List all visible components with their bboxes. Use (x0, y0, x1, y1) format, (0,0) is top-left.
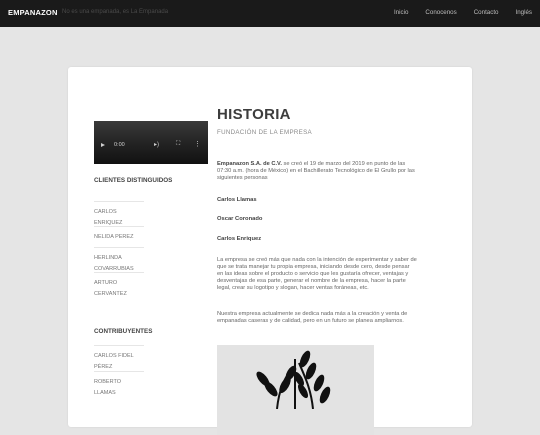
page-subtitle: FUNDACIÓN DE LA EMPRESA (217, 129, 312, 136)
fullscreen-icon[interactable]: ⛶ (176, 141, 181, 147)
list-item: ROBERTO LLAMAS (94, 371, 144, 397)
wheat-icon (255, 349, 335, 409)
video-player[interactable] (94, 121, 208, 164)
top-navbar (0, 0, 540, 27)
contributors-heading: CONTRIBUYENTES (94, 328, 153, 335)
list-item: ARTURO CERVANTEZ (94, 272, 144, 297)
wheat-image (217, 345, 374, 435)
video-time: 0:00 (114, 142, 125, 148)
current-paragraph: Nuestra empresa actualmente se dedica nada más a la creación y venta de empanadas caseras y de calidad, pero en un futuro se planea ampliarnos. (217, 311, 408, 324)
clients-list (94, 201, 144, 297)
intro-text: se creó el 19 de marzo del 2019 en punto de las 07:30 a.m. (hora de México) en el Bachillerato Tecnológico de El Grullo por las siguientes personas (217, 161, 415, 181)
list-item: NELIDA PEREZ (94, 226, 144, 247)
brand-tagline: No es una empanada, es La Empanada (62, 9, 169, 15)
nav-link-ingles[interactable]: Inglés (515, 9, 532, 16)
list-item: CARLOS FIDEL PÉREZ (94, 345, 144, 371)
nav-link-contacto[interactable]: Contacto (473, 9, 499, 16)
content-card (68, 67, 472, 427)
nav-link-conocenos[interactable]: Conocenos (425, 9, 457, 16)
nav-links (377, 9, 532, 16)
more-options-icon[interactable]: ⋮ (194, 141, 201, 148)
contributors-list (94, 345, 144, 397)
nav-link-inicio[interactable]: Inicio (393, 9, 409, 16)
founder-name: Carlos Enriquez (217, 236, 262, 242)
purpose-paragraph: La empresa se creó más que nada con la intención de experimentar y saber de que se trata manejar tu propia empresa, iniciando desde cero, desde pensar en las ideas sobre el producto o servicio que les gustaría ofrecer, ventajas y desventajas de esa parte, generar el nombre de la empresa, hacer la parte legal, crear su logotipo y slogan, hacer ventas foráneas, etc. (217, 257, 417, 291)
clients-heading: CLIENTES DISTINGUIDOS (94, 177, 173, 184)
founder-name: Carlos Llamas (217, 197, 257, 203)
list-item: CARLOS ENRIQUEZ (94, 201, 144, 226)
intro-paragraph (217, 161, 417, 182)
page-title: HISTORIA (217, 106, 291, 123)
volume-icon[interactable]: ▸) (154, 142, 160, 148)
list-item: HERLINDA COVARRUBIAS (94, 247, 144, 272)
founder-name: Oscar Coronado (217, 216, 263, 222)
company-name: Empanazon S.A. de C.V. (217, 161, 282, 167)
brand-logo[interactable]: EMPANAZON (8, 8, 58, 17)
play-icon[interactable] (101, 143, 105, 147)
